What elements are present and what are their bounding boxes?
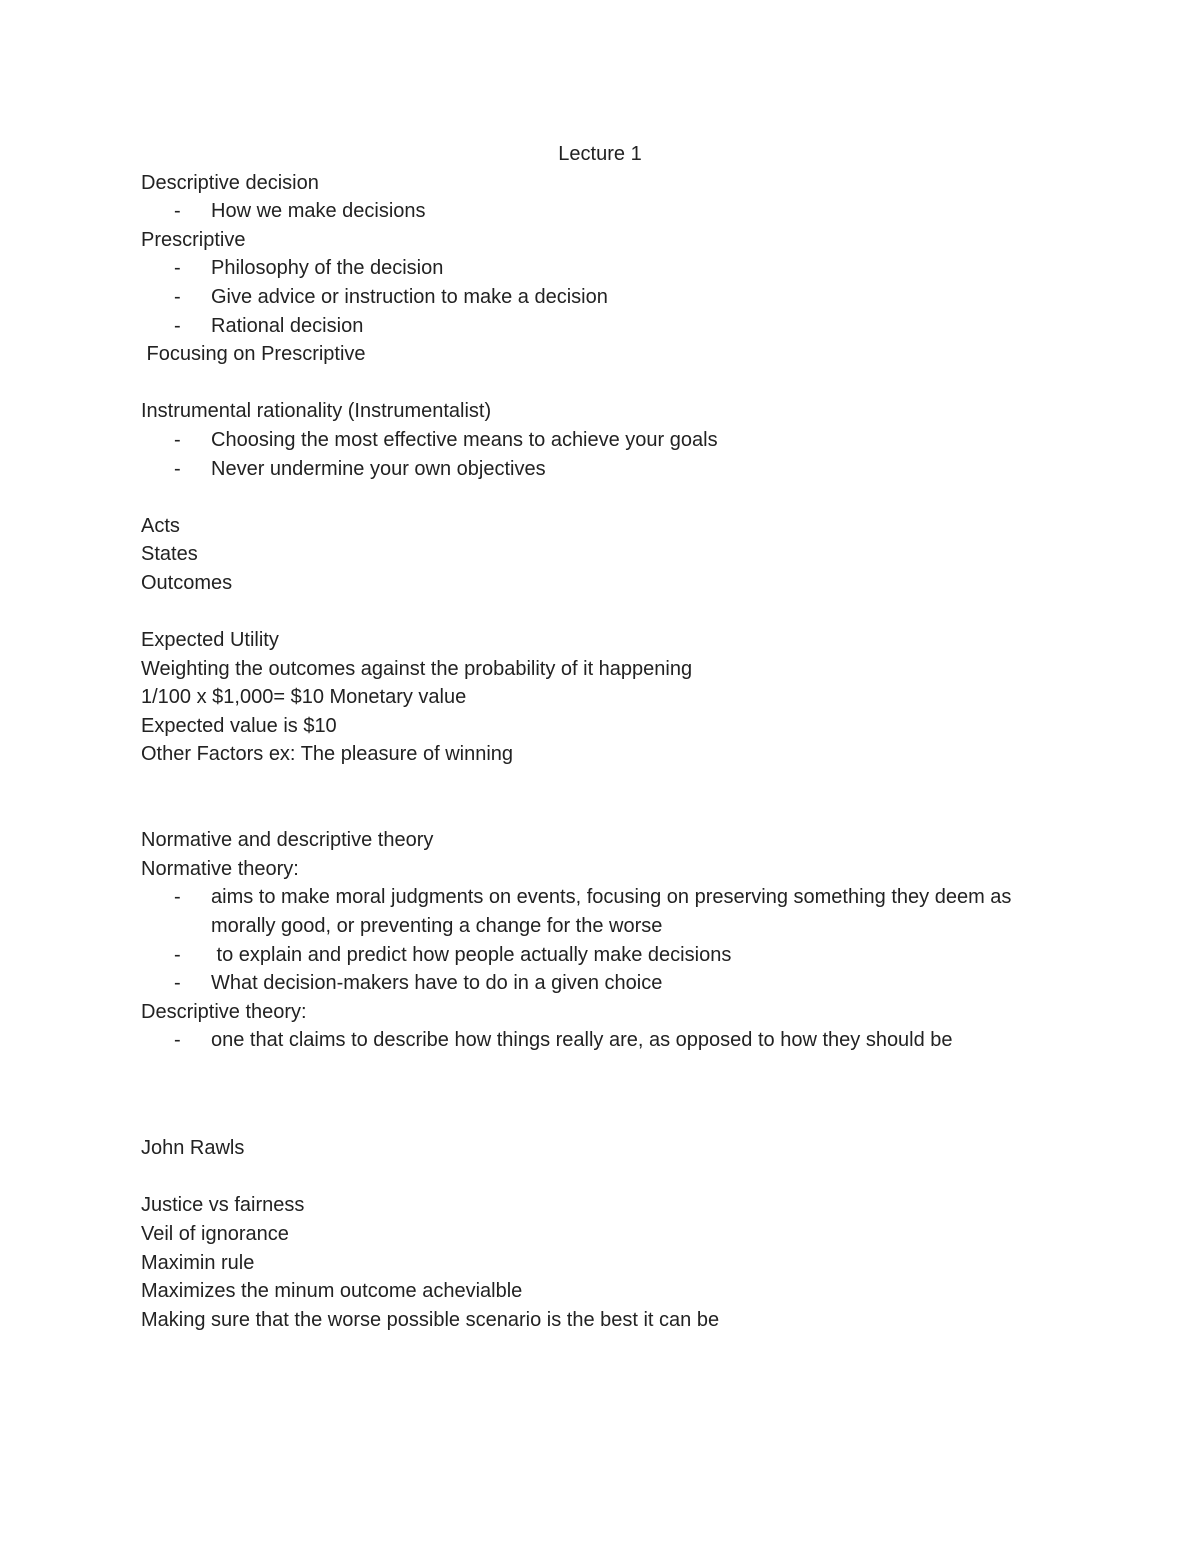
bullet-dash: - — [174, 428, 181, 451]
spacer — [141, 798, 1071, 827]
spacer — [141, 598, 1071, 627]
bullet-text: Rational decision — [211, 314, 364, 337]
list-item — [141, 197, 1071, 226]
other-factors-line: Other Factors ex: The pleasure of winning — [141, 743, 514, 766]
list-item — [141, 883, 1071, 940]
bullet-text: Give advice or instruction to make a decision — [211, 285, 608, 308]
veil-line: Veil of ignorance — [141, 1222, 289, 1245]
normative-theory-label: Normative theory: — [141, 857, 299, 880]
bullet-text: Choosing the most effective means to achieve your goals — [211, 428, 718, 451]
list-item — [141, 283, 1071, 312]
calc-line: 1/100 x $1,000= $10 Monetary value — [141, 686, 467, 709]
bullet-text: How we make decisions — [211, 200, 426, 223]
list-item — [141, 969, 1071, 998]
spacer — [141, 369, 1071, 398]
list-item — [141, 941, 1071, 970]
bullet-dash: - — [174, 314, 181, 337]
acts-line: Acts — [141, 514, 180, 537]
heading-expected-utility: Expected Utility — [141, 629, 279, 652]
bullet-dash: - — [174, 257, 181, 280]
descriptive-theory-label: Descriptive theory: — [141, 1000, 307, 1023]
list-item — [141, 426, 1071, 455]
spacer — [141, 769, 1071, 798]
focusing-line: Focusing on Prescriptive — [141, 343, 366, 366]
spacer — [141, 1112, 1071, 1134]
list-item — [141, 1026, 1071, 1055]
states-line: States — [141, 543, 198, 566]
bullet-dash: - — [174, 943, 181, 966]
spacer — [141, 1084, 1071, 1113]
maximin-line: Maximin rule — [141, 1251, 255, 1274]
making-sure-line: Making sure that the worse possible scenario is the best it can be — [141, 1308, 720, 1331]
bullet-dash: - — [174, 972, 181, 995]
bullet-text: What decision-makers have to do in a given choice — [211, 972, 663, 995]
bullet-dash: - — [174, 1029, 181, 1052]
john-rawls-line: John Rawls — [141, 1137, 245, 1160]
heading-instrumental: Instrumental rationality (Instrumentalist) — [141, 400, 492, 423]
bullet-text: Never undermine your own objectives — [211, 457, 546, 480]
justice-line: Justice vs fairness — [141, 1194, 305, 1217]
expected-value-line: Expected value is $10 — [141, 714, 337, 737]
maximizes-line: Maximizes the minum outcome achevialble — [141, 1280, 523, 1303]
spacer — [141, 483, 1071, 512]
bullet-dash: - — [174, 200, 181, 223]
document-title: Lecture 1 — [558, 143, 642, 165]
bullet-text: one that claims to describe how things really are, as opposed to how they should be — [211, 1029, 953, 1052]
bullet-dash: - — [174, 285, 181, 308]
bullet-dash: - — [174, 886, 181, 909]
bullet-dash: - — [174, 457, 181, 480]
bullet-text: aims to make moral judgments on events, focusing on preserving something they deem as morally good, or preventing a change for the worse — [211, 886, 1012, 938]
heading-descriptive-decision: Descriptive decision — [141, 171, 319, 194]
outcomes-line: Outcomes — [141, 571, 233, 594]
document-body — [141, 140, 1071, 1334]
list-item — [141, 455, 1071, 484]
heading-normative-descriptive: Normative and descriptive theory — [141, 829, 434, 852]
spacer — [141, 1163, 1071, 1192]
bullet-text: Philosophy of the decision — [211, 257, 444, 280]
weighting-line: Weighting the outcomes against the probability of it happening — [141, 657, 693, 680]
heading-prescriptive: Prescriptive — [141, 228, 246, 251]
list-item — [141, 312, 1071, 341]
spacer — [141, 1055, 1071, 1084]
list-item — [141, 254, 1071, 283]
bullet-text: to explain and predict how people actually make decisions — [211, 943, 732, 966]
